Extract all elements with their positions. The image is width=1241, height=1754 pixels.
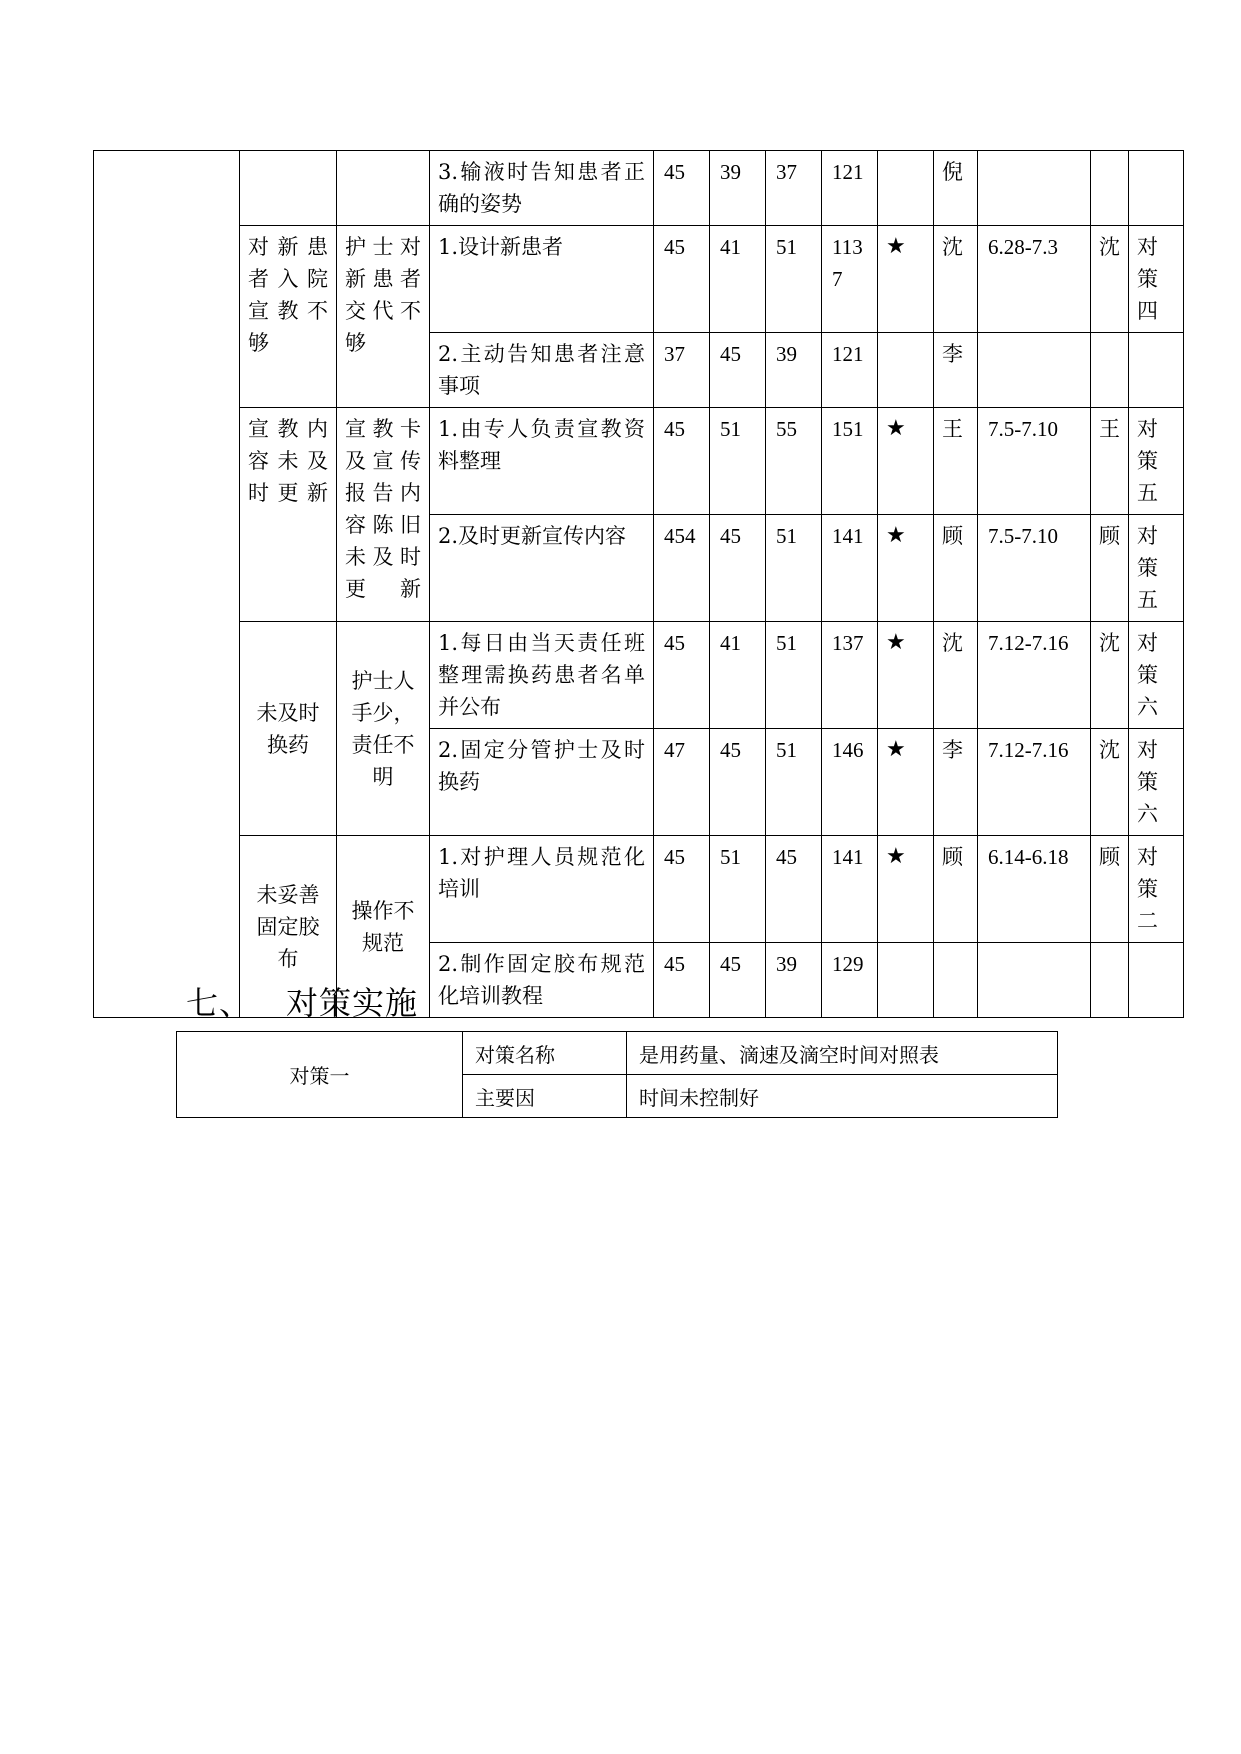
score-cell: 45 bbox=[710, 333, 766, 408]
owner-cell: 李 bbox=[934, 333, 978, 408]
total-score-cell: 141 bbox=[822, 836, 878, 943]
person-cell: 沈 bbox=[1091, 622, 1129, 729]
plan-cell: 1.每日由当天责任班整理需换药患者名单并公布 bbox=[430, 622, 654, 729]
problem-cell bbox=[240, 151, 337, 226]
cause-value: 时间未控制好 bbox=[627, 1075, 1058, 1118]
cause-cell: 操作不规范 bbox=[337, 836, 430, 1018]
cause-label: 主要因 bbox=[463, 1075, 627, 1118]
ref-cell: 对策五 bbox=[1129, 515, 1184, 622]
score-cell: 454 bbox=[654, 515, 710, 622]
plan-cell: 2.固定分管护士及时换药 bbox=[430, 729, 654, 836]
plan-cell: 2.及时更新宣传内容 bbox=[430, 515, 654, 622]
score-cell: 45 bbox=[654, 226, 710, 333]
plan-cell: 2.制作固定胶布规范化培训教程 bbox=[430, 943, 654, 1018]
plan-cell: 1.由专人负责宣教资料整理 bbox=[430, 408, 654, 515]
section-number: 七、 bbox=[186, 984, 253, 1022]
date-cell: 7.5-7.10 bbox=[978, 515, 1091, 622]
cause-cell: 护士对新患者交代不够 bbox=[337, 226, 430, 408]
countermeasure-name: 对策一 bbox=[177, 1032, 463, 1118]
owner-cell: 顾 bbox=[934, 836, 978, 943]
total-score-cell: 129 bbox=[822, 943, 878, 1018]
score-cell: 47 bbox=[654, 729, 710, 836]
ref-cell: 对策二 bbox=[1129, 836, 1184, 943]
owner-cell bbox=[934, 943, 978, 1018]
ref-cell bbox=[1129, 151, 1184, 226]
score-cell: 45 bbox=[766, 836, 822, 943]
person-cell bbox=[1091, 333, 1129, 408]
name-value: 是用药量、滴速及滴空时间对照表 bbox=[627, 1032, 1058, 1075]
person-cell: 沈 bbox=[1091, 729, 1129, 836]
owner-cell: 王 bbox=[934, 408, 978, 515]
adopted-star bbox=[878, 333, 934, 408]
problem-cell: 对新患者入院宣教不够 bbox=[240, 226, 337, 408]
name-label: 对策名称 bbox=[463, 1032, 627, 1075]
score-cell: 51 bbox=[766, 515, 822, 622]
score-cell: 45 bbox=[654, 943, 710, 1018]
table-row bbox=[94, 622, 1184, 729]
score-cell: 51 bbox=[710, 836, 766, 943]
ref-cell: 对策六 bbox=[1129, 729, 1184, 836]
score-cell: 51 bbox=[710, 408, 766, 515]
plan-cell: 1.对护理人员规范化培训 bbox=[430, 836, 654, 943]
ref-cell bbox=[1129, 333, 1184, 408]
date-cell bbox=[978, 151, 1091, 226]
category-cell bbox=[94, 151, 240, 1018]
person-cell: 顾 bbox=[1091, 515, 1129, 622]
score-cell: 45 bbox=[654, 408, 710, 515]
problem-cell: 宣教内容未及时更新 bbox=[240, 408, 337, 622]
score-cell: 45 bbox=[654, 151, 710, 226]
total-score-cell: 1137 bbox=[822, 226, 878, 333]
total-score-cell: 146 bbox=[822, 729, 878, 836]
ref-cell: 对策五 bbox=[1129, 408, 1184, 515]
score-cell: 51 bbox=[766, 226, 822, 333]
total-score-cell: 151 bbox=[822, 408, 878, 515]
ref-cell: 对策四 bbox=[1129, 226, 1184, 333]
score-cell: 37 bbox=[654, 333, 710, 408]
date-cell: 7.12-7.16 bbox=[978, 622, 1091, 729]
adopted-star: ★ bbox=[878, 515, 934, 622]
countermeasure-detail-table bbox=[176, 1031, 1058, 1118]
problem-cell: 未及时换药 bbox=[240, 622, 337, 836]
table-row bbox=[94, 226, 1184, 333]
score-cell: 51 bbox=[766, 729, 822, 836]
adopted-star bbox=[878, 943, 934, 1018]
ref-cell: 对策六 bbox=[1129, 622, 1184, 729]
countermeasure-table bbox=[93, 150, 1184, 1018]
date-cell: 6.28-7.3 bbox=[978, 226, 1091, 333]
score-cell: 45 bbox=[710, 515, 766, 622]
person-cell: 王 bbox=[1091, 408, 1129, 515]
owner-cell: 李 bbox=[934, 729, 978, 836]
adopted-star: ★ bbox=[878, 226, 934, 333]
plan-cell: 1.设计新患者 bbox=[430, 226, 654, 333]
score-cell: 51 bbox=[766, 622, 822, 729]
ref-cell bbox=[1129, 943, 1184, 1018]
owner-cell: 顾 bbox=[934, 515, 978, 622]
owner-cell: 沈 bbox=[934, 622, 978, 729]
total-score-cell: 121 bbox=[822, 151, 878, 226]
person-cell bbox=[1091, 151, 1129, 226]
adopted-star: ★ bbox=[878, 622, 934, 729]
table-row bbox=[94, 151, 1184, 226]
date-cell: 6.14-6.18 bbox=[978, 836, 1091, 943]
table-row bbox=[177, 1032, 1058, 1075]
date-cell bbox=[978, 943, 1091, 1018]
score-cell: 37 bbox=[766, 151, 822, 226]
score-cell: 39 bbox=[710, 151, 766, 226]
cause-cell: 宣教卡及宣传报告内容陈旧未及时更新 bbox=[337, 408, 430, 622]
date-cell: 7.12-7.16 bbox=[978, 729, 1091, 836]
adopted-star: ★ bbox=[878, 408, 934, 515]
cause-cell: 护士人手少，责任不明 bbox=[337, 622, 430, 836]
score-cell: 55 bbox=[766, 408, 822, 515]
score-cell: 41 bbox=[710, 622, 766, 729]
adopted-star: ★ bbox=[878, 729, 934, 836]
table-row bbox=[94, 836, 1184, 943]
owner-cell: 沈 bbox=[934, 226, 978, 333]
plan-cell: 3.输液时告知患者正确的姿势 bbox=[430, 151, 654, 226]
date-cell: 7.5-7.10 bbox=[978, 408, 1091, 515]
adopted-star: ★ bbox=[878, 836, 934, 943]
total-score-cell: 137 bbox=[822, 622, 878, 729]
section-title: 对策实施 bbox=[286, 984, 419, 1022]
table-row bbox=[94, 408, 1184, 515]
score-cell: 39 bbox=[766, 333, 822, 408]
score-cell: 45 bbox=[710, 943, 766, 1018]
person-cell: 顾 bbox=[1091, 836, 1129, 943]
person-cell: 沈 bbox=[1091, 226, 1129, 333]
score-cell: 45 bbox=[654, 622, 710, 729]
score-cell: 45 bbox=[654, 836, 710, 943]
plan-cell: 2.主动告知患者注意事项 bbox=[430, 333, 654, 408]
date-cell bbox=[978, 333, 1091, 408]
score-cell: 45 bbox=[710, 729, 766, 836]
problem-cell: 未妥善固定胶布 bbox=[240, 836, 337, 1018]
adopted-star bbox=[878, 151, 934, 226]
score-cell: 41 bbox=[710, 226, 766, 333]
cause-cell bbox=[337, 151, 430, 226]
total-score-cell: 141 bbox=[822, 515, 878, 622]
owner-cell: 倪 bbox=[934, 151, 978, 226]
score-cell: 39 bbox=[766, 943, 822, 1018]
person-cell bbox=[1091, 943, 1129, 1018]
total-score-cell: 121 bbox=[822, 333, 878, 408]
section-heading bbox=[186, 978, 418, 1024]
